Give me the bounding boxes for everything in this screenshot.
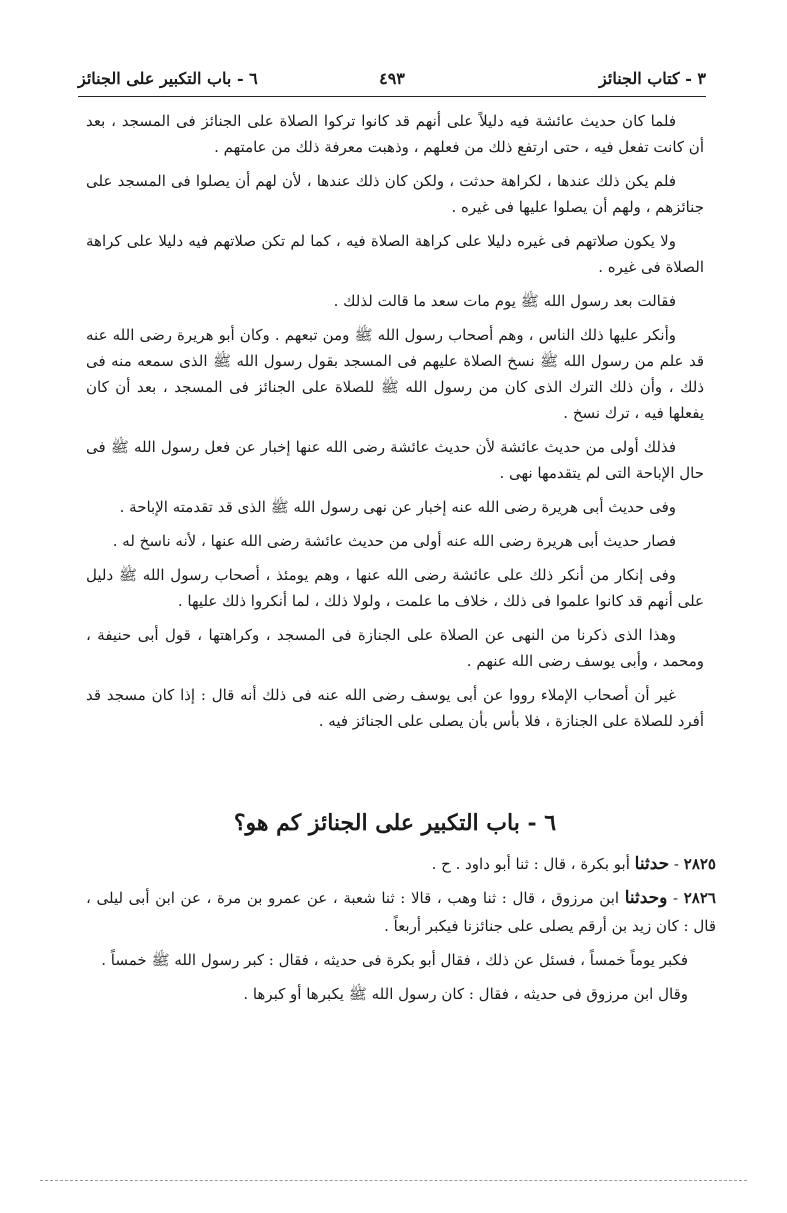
hadith-keyword: حدثنا xyxy=(634,854,670,874)
paragraph: فقالت بعد رسول الله ﷺ يوم مات سعد ما قالت لذلك . xyxy=(333,292,676,310)
paragraph: غير أن أصحاب الإملاء رووا عن أبى يوسف رضى الله عنه فى ذلك أنه قال : إذا كان مسجد قد أفرد للصلاة على الجنازة ، فلا بأس بأن يصلى على الجنائز فيه . xyxy=(86,686,704,730)
paragraph: وفى حديث أبى هريرة رضى الله عنه إخبار عن نهى رسول الله ﷺ الذى قد تقدمته الإباحة . xyxy=(119,498,676,516)
hadith-number: ٢٨٢٥ xyxy=(683,855,716,873)
hadith-2826: ٢٨٢٦ - وحدثنا ابن مرزوق ، قال : ثنا وهب ، قالا : ثنا شعبة ، عن عمرو بن مرة ، عن ابن أبى ليلى ، قال : كان زيد بن أرقم يصلى على جنائزنا فيكبر أربعاً . xyxy=(86,888,716,935)
bottom-divider xyxy=(40,1180,747,1181)
page-header xyxy=(78,64,706,92)
hadith-keyword: وحدثنا xyxy=(624,888,668,908)
page-number: ٤٩٣ xyxy=(379,68,405,88)
header-divider xyxy=(78,96,706,97)
header-chapter-title: ٦ - باب التكبير على الجنائز xyxy=(78,68,258,88)
hadith-line: فكبر يوماً خمساً ، فسئل عن ذلك ، فقال أبو بكرة فى حديثه ، فقال : كبر رسول الله ﷺ خمساً . xyxy=(101,951,688,969)
hadith-2825: ٢٨٢٥ - حدثنا أبو بكرة ، قال : ثنا أبو داود . ح . xyxy=(431,854,716,874)
main-text xyxy=(86,108,704,742)
hadith-section xyxy=(86,850,716,1014)
hadith-text: أبو بكرة ، قال : ثنا أبو داود . ح . xyxy=(431,855,630,873)
paragraph: فلما كان حديث عائشة فيه دليلاً على أنهم قد كانوا تركوا الصلاة على الجنائز فى المسجد ، بعد أن كانت تفعل فيه ، حتى ارتفع ذلك من فعلهم ، وذهبت معرفة ذلك من عامتهم . xyxy=(86,112,704,156)
paragraph: وفى إنكار من أنكر ذلك على عائشة رضى الله عنها ، وهم يومئذ ، أصحاب رسول الله ﷺ دليل على أنهم قد كانوا علموا فى ذلك ، خلاف ما علمت ، ولولا ذلك ، لما أنكروا ذلك عليها . xyxy=(86,566,704,610)
hadith-text: ابن مرزوق ، قال : ثنا وهب ، قالا : ثنا شعبة ، عن عمرو بن مرة ، عن ابن أبى ليلى ، قال : كان زيد بن أرقم يصلى على جنائزنا فيكبر أربعاً . xyxy=(86,889,716,935)
chapter-heading: ٦ - باب التكبير على الجنائز كم هو؟ xyxy=(233,810,557,836)
paragraph: وهذا الذى ذكرنا من النهى عن الصلاة على الجنازة فى المسجد ، وكراهتها ، قول أبى حنيفة ، ومحمد ، وأبى يوسف رضى الله عنهم . xyxy=(86,626,704,670)
paragraph: فصار حديث أبى هريرة رضى الله عنه أولى من حديث عائشة رضى الله عنها ، لأنه ناسخ له . xyxy=(112,532,676,550)
paragraph: فذلك أولى من حديث عائشة لأن حديث عائشة رضى الله عنها إخبار عن فعل رسول الله ﷺ فى حال الإباحة التى لم يتقدمها نهى . xyxy=(86,438,704,482)
paragraph: فلم يكن ذلك عندها ، لكراهة حدثت ، ولكن كان ذلك عندها ، لأن لهم أن يصلوا فى المسجد على جنائزهم ، ولهم أن يصلوا عليها فى غيره . xyxy=(86,172,704,216)
hadith-number: ٢٨٢٦ xyxy=(683,889,716,907)
paragraph: ولا يكون صلاتهم فى غيره دليلا على كراهة الصلاة فيه ، كما لم تكن صلاتهم فيه دليلا على كراهة الصلاة فى غيره . xyxy=(86,232,704,276)
paragraph: وأنكر عليها ذلك الناس ، وهم أصحاب رسول الله ﷺ ومن تبعهم . وكان أبو هريرة رضى الله عنه قد علم من رسول الله ﷺ نسخ الصلاة عليهم فى المسجد بقول رسول الله ﷺ الذى سمعه منه فى ذلك ، وأن ذلك الترك الذى كان من رسول الله ﷺ للصلاة على الجنائز فى المسجد ، بعد أن كان يفعلها فيه ، ترك نسخ . xyxy=(86,326,704,422)
hadith-line: وقال ابن مرزوق فى حديثه ، فقال : كان رسول الله ﷺ يكبرها أو كبرها . xyxy=(243,985,688,1003)
header-book-title: ٣ - كتاب الجنائز xyxy=(599,68,706,88)
